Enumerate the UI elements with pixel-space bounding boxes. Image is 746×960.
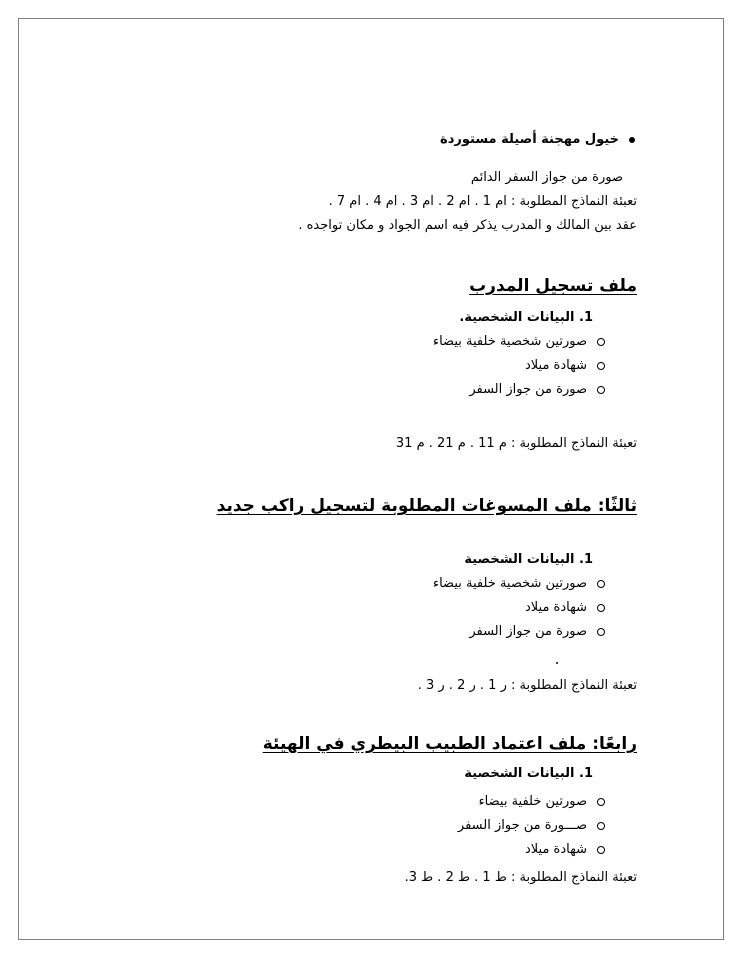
stray-dot [556, 662, 558, 664]
vet-item-1 [479, 793, 605, 811]
circle-bullet-icon [597, 628, 605, 636]
rider-item-1 [433, 575, 605, 593]
circle-bullet-icon [597, 362, 605, 370]
rider-forms-line: تعبئة النماذج المطلوبة : ر 1 . ر 2 . ر 3 . [417, 678, 637, 693]
rider-item-1-text: صورتين شخصية خلفية بيضاء [432, 576, 587, 591]
trainer-heading: ملف تسجيل المدرب [469, 276, 637, 296]
rider-item-2 [525, 599, 605, 617]
vet-personal-data-title: 1. البيانات الشخصية [464, 766, 593, 781]
horses-passport-line: صورة من جواز السفر الدائم [470, 170, 623, 185]
trainer-personal-data-title: 1. البيانات الشخصية. [459, 310, 593, 325]
rider-heading: ثالثًا: ملف المسوغات المطلوبة لتسجيل راكب جديد [216, 496, 637, 516]
rider-item-3 [469, 623, 605, 641]
rider-personal-data-title: 1. البيانات الشخصية [464, 552, 593, 567]
vet-heading: رابعًا: ملف اعتماد الطبيب البيطري في الهيئة [262, 734, 637, 754]
vet-forms-line: تعبئة النماذج المطلوبة : ط 1 . ط 2 . ط 3. [404, 870, 637, 885]
circle-bullet-icon [597, 846, 605, 854]
trainer-item-1 [433, 333, 605, 351]
rider-item-2-text: شهادة ميلاد [524, 600, 587, 615]
circle-bullet-icon [597, 798, 605, 806]
horses-bullet-line [440, 131, 635, 149]
circle-bullet-icon [597, 580, 605, 588]
vet-item-3-text: شهادة ميلاد [524, 842, 587, 857]
trainer-item-2-text: شهادة ميلاد [524, 358, 587, 373]
vet-item-3 [525, 841, 605, 859]
circle-bullet-icon [597, 338, 605, 346]
circle-bullet-icon [597, 604, 605, 612]
vet-item-1-text: صورتين خلفية بيضاء [478, 794, 587, 809]
trainer-item-3 [469, 381, 605, 399]
trainer-item-2 [525, 357, 605, 375]
vet-item-2 [458, 817, 605, 835]
trainer-forms-line: تعبئة النماذج المطلوبة : م 11 . م 21 . م 31 [395, 436, 637, 451]
trainer-item-3-text: صورة من جواز السفر [469, 382, 587, 397]
horses-contract-line: عقد بين المالك و المدرب يذكر فيه اسم الجواد و مكان تواجده . [298, 218, 637, 233]
trainer-item-1-text: صورتين شخصية خلفية بيضاء [432, 334, 587, 349]
circle-bullet-icon [597, 386, 605, 394]
document-page [18, 18, 724, 940]
circle-bullet-icon [597, 822, 605, 830]
rider-item-3-text: صورة من جواز السفر [469, 624, 587, 639]
bullet-icon [629, 137, 635, 143]
horses-title: خيول مهجنة أصيلة مستوردة [440, 132, 619, 147]
vet-item-2-text: صـــورة من جواز السفر [457, 818, 587, 833]
horses-forms-line: تعبئة النماذج المطلوبة : ام 1 . ام 2 . ام 3 . ام 4 . ام 7 . [328, 194, 637, 209]
